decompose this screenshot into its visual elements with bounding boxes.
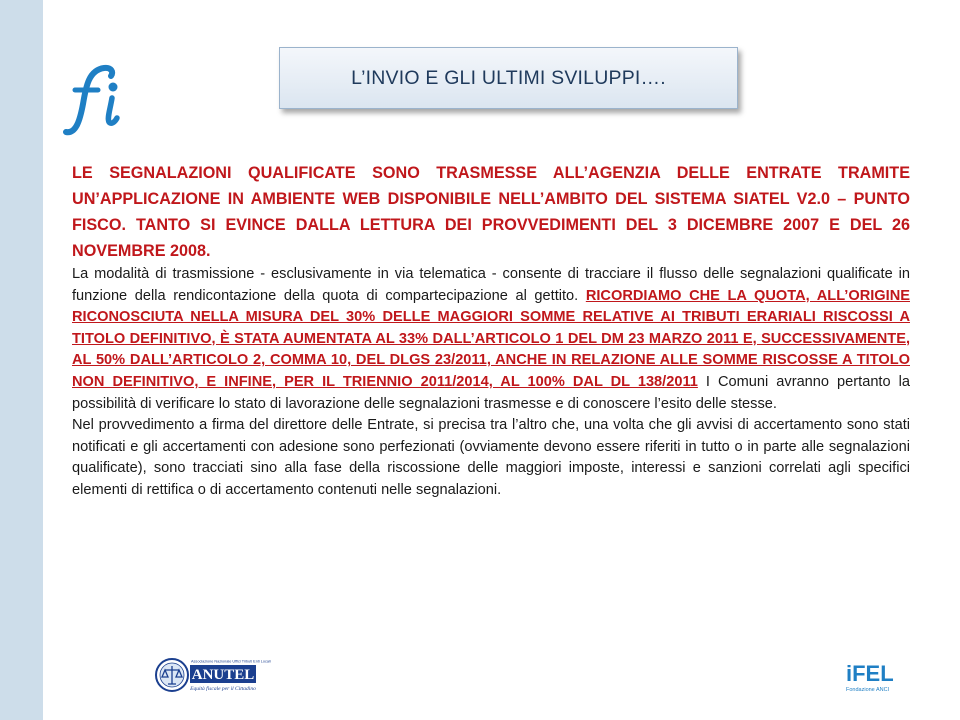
fi-logo-icon [58,60,128,140]
body-paragraph-2: Nel provvedimento a firma del direttore delle Entrate, si precisa tra l’altro che, una volta che gli avvisi di accertamento sono stati notificati e gli accertamenti con adesione sono perfezionati (ovviamente devono essere riferiti in tutto o in parte alle segnalazioni qualificate), sono tracciati sino alla fase della riscossione delle maggiori imposte, interessi e sanzioni correlati agli specifici elementi di rettifica o di accertamento contenuti nelle segnalazioni. [72,417,910,498]
ifel-subtitle: Fondazione ANCI [846,687,890,693]
slide-content [72,160,910,502]
ifel-name: iFEL [846,661,894,686]
anutel-name: ANUTEL [191,667,255,683]
anutel-logo [155,657,271,693]
paragraph-1-end: I Comuni avranno pertanto la possibilità di verificare lo stato di lavorazione delle segnalazioni trasmesse e di conoscere l’esito delle stesse. [72,373,910,412]
ifel-logo [845,656,893,696]
anutel-motto: Equità fiscale per il Cittadino [190,686,256,692]
page-title: L’INVIO E GLI ULTIMI SVILUPPI…. [351,66,666,89]
title-box [279,47,738,109]
lead-paragraph: LE SEGNALAZIONI QUALIFICATE SONO TRASMESSE ALL’AGENZIA DELLE ENTRATE TRAMITE UN’APPLICAZIONE IN AMBIENTE WEB DISPONIBILE NELL’AMBITO DEL SISTEMA SIATEL V2.0 – PUNTO FISCO. TANTO SI EVINCE DALLA LETTURA DEI PROVVEDIMENTI DEL 3 DICEMBRE 2007 E DEL 26 NOVEMBRE 2008. [72,164,910,260]
body-paragraph-1 [72,264,910,415]
anutel-top-line: Associazione Nazionale Uffici Tributi Enti Locali [191,659,271,664]
paragraph-1-highlight: RICORDIAMO CHE LA QUOTA, ALL’ORIGINE RICONOSCIUTA NELLA MISURA DEL 30% DELLE MAGGIORI SOMME RELATIVE AI TRIBUTI ERARIALI RISCOSSI A TITOLO DEFINITIVO, È STATA AUMENTATA AL 33% DALL’ARTICOLO 1 DEL DM 23 MARZO 2011 E, SUCCESSIVAMENTE, AL 50% DALL’ARTICOLO 2, COMMA 10, DEL DLGS 23/2011, ANCHE IN RELAZIONE ALLE SOMME RISCOSSE A TITOLO NON DEFINITIVO, E INFINE, PER IL TRIENNIO 2011/2014, AL 100% DAL DL 138/2011 [72,287,910,390]
left-decorative-band [0,0,43,720]
paragraph-1-intro: La modalità di trasmissione - esclusivamente in via telematica - consente di tracciare il flusso delle segnalazioni qualificate in funzione della rendicontazione della quota di compartecipazione al gettito. [72,266,910,304]
